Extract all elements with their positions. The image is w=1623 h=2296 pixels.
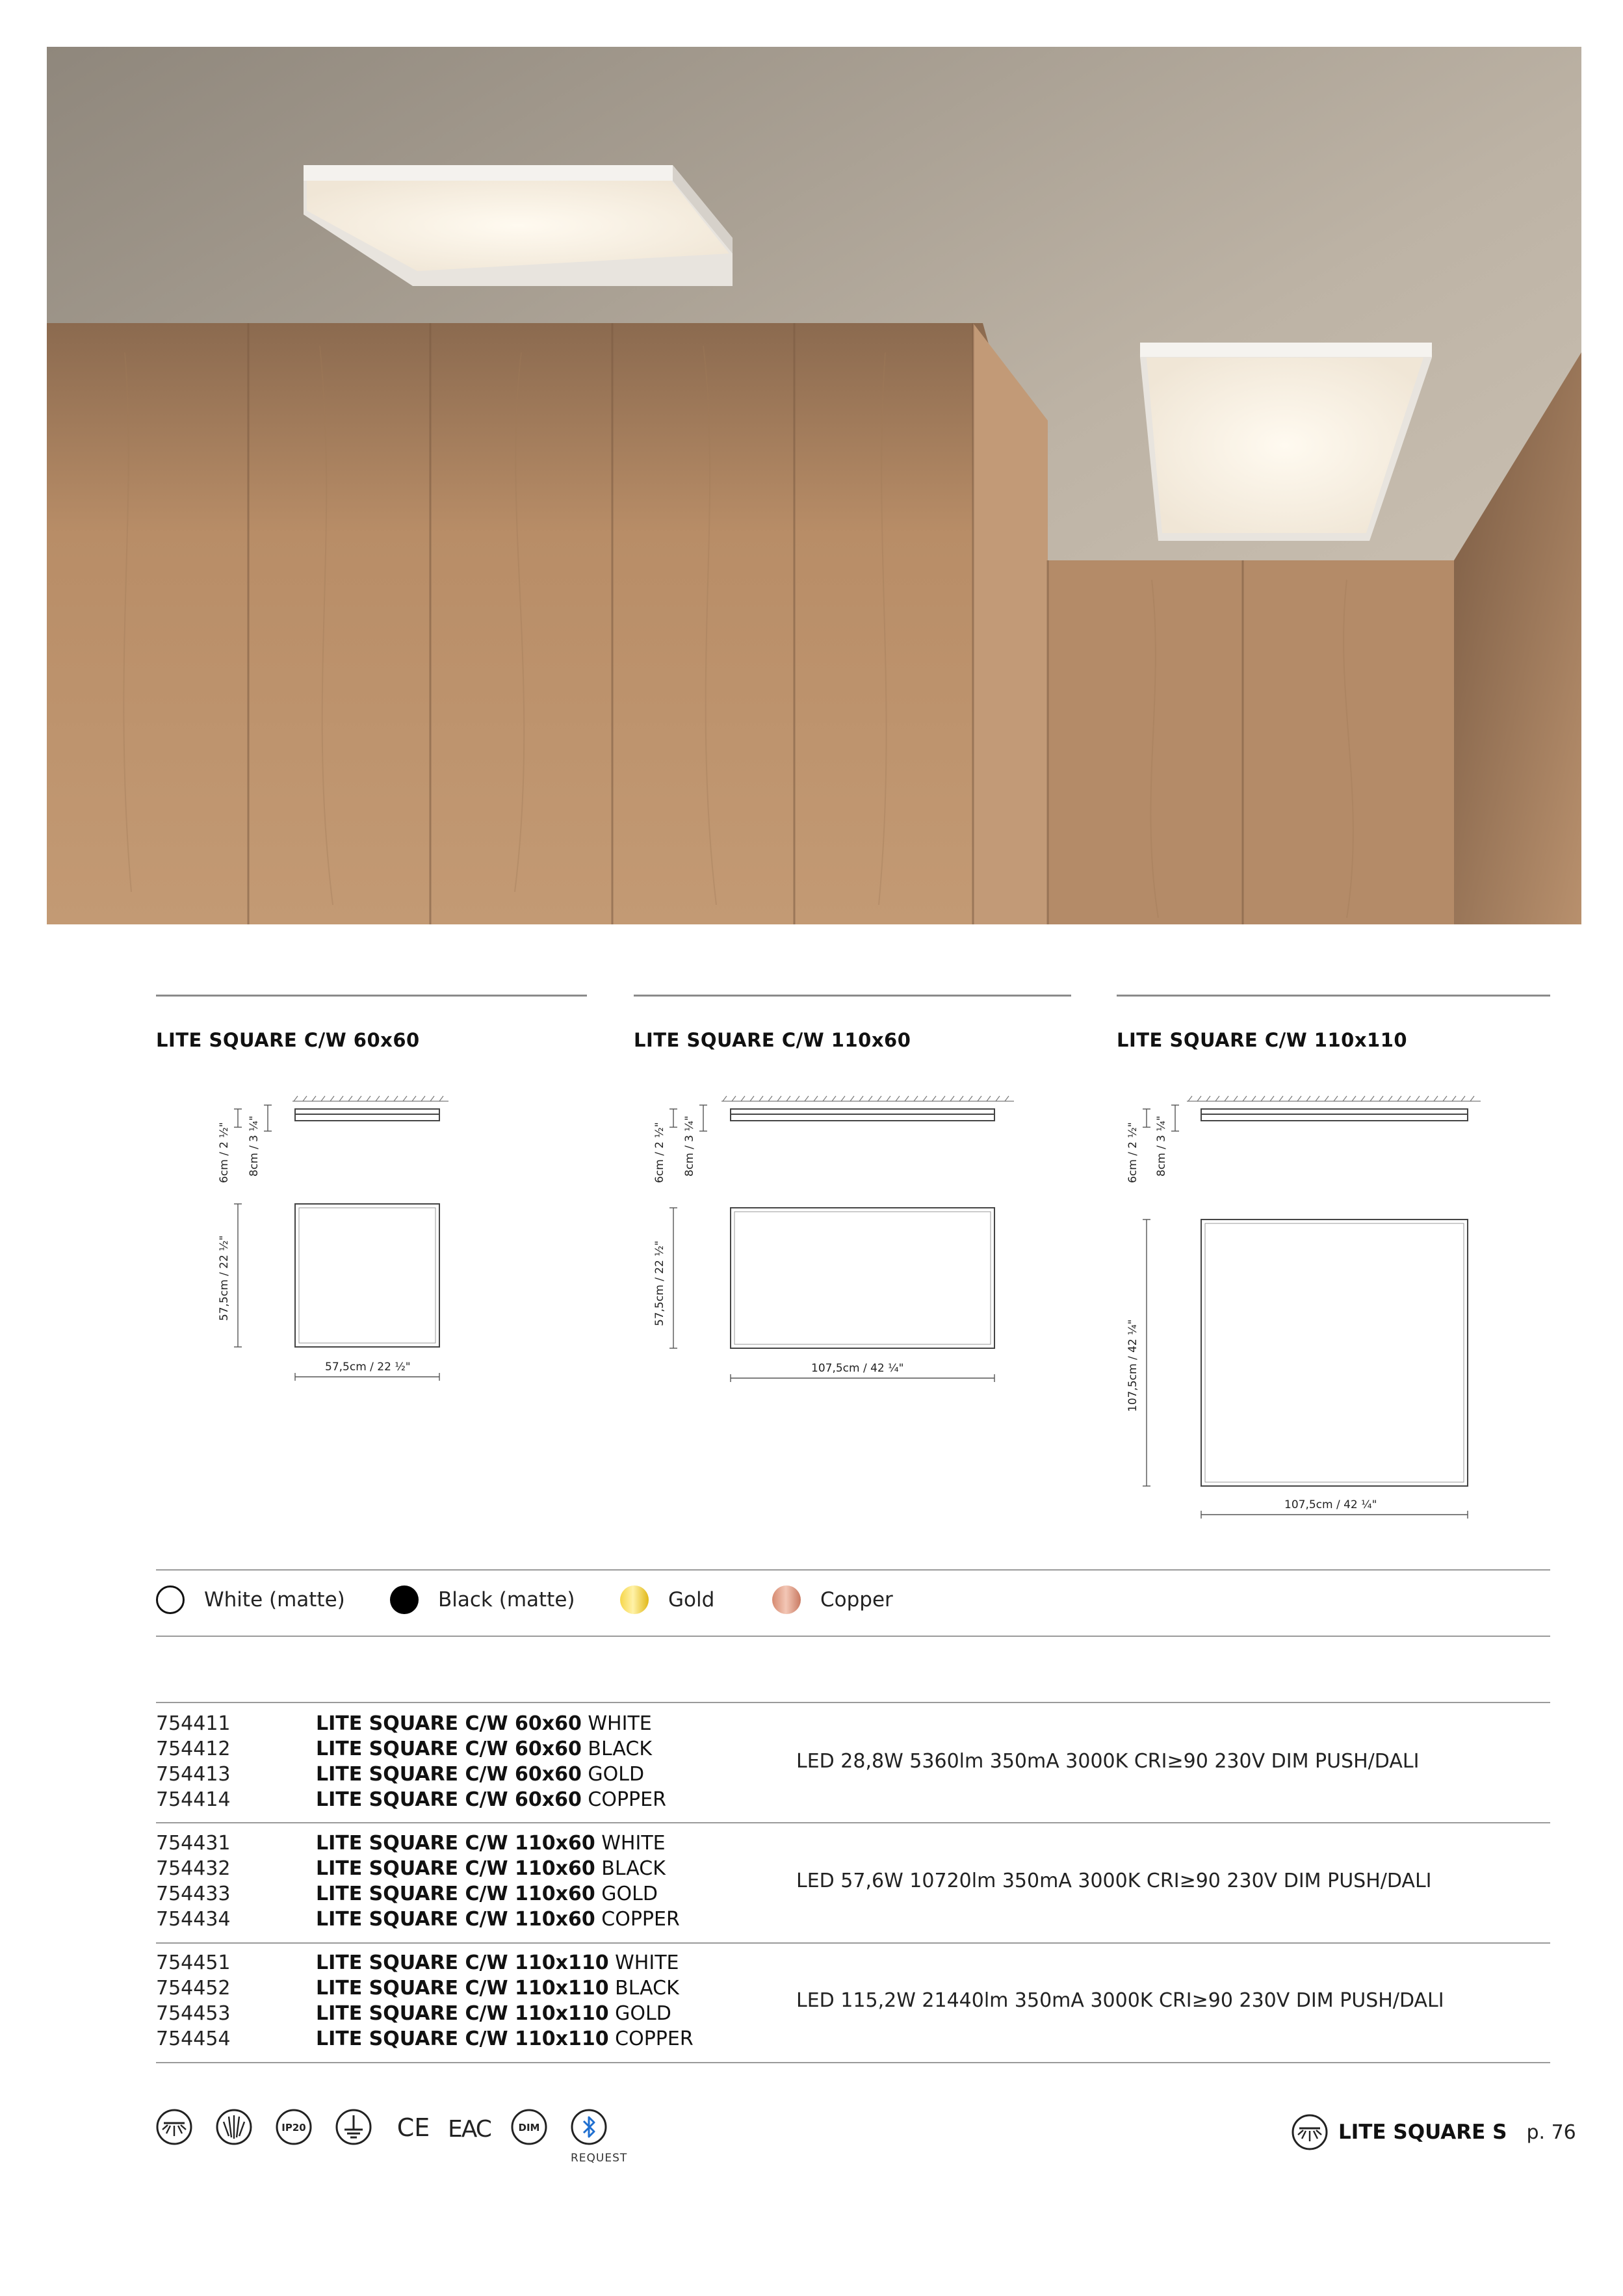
product-code: 754412	[156, 1738, 231, 1760]
product-family-name: LITE SQUARE S	[1338, 2120, 1507, 2144]
section-rule	[634, 995, 1071, 997]
product-finish: BLACK	[588, 1738, 652, 1760]
product-name: LITE SQUARE C/W 60x60	[316, 1788, 582, 1811]
finish-label: White (matte)	[204, 1588, 345, 1611]
variant-title: LITE SQUARE C/W 110x110	[1117, 1029, 1408, 1051]
product-name: LITE SQUARE C/W 110x60	[316, 1832, 595, 1855]
product-spec: LED 28,8W 5360lm 350mA 3000K CRI≥90 230V DIM PUSH/DALI	[796, 1750, 1420, 1773]
hero-photo	[47, 47, 1581, 924]
page-footer-brand	[1290, 2113, 1576, 2152]
table-bottom-rule	[156, 2062, 1550, 2063]
product-finish: GOLD	[601, 1883, 658, 1905]
product-finish: WHITE	[615, 1951, 679, 1974]
dim-bottom: 107,5cm / 42 ¼"	[1284, 1498, 1377, 1511]
page-number: p. 76	[1526, 2120, 1576, 2144]
product-finish: COPPER	[601, 1908, 680, 1931]
eac-mark-icon	[446, 2107, 493, 2146]
ceiling-scene-illustration	[47, 47, 1581, 924]
dim-height-a: 6cm / 2 ½"	[218, 1122, 231, 1183]
dim-side: 57,5cm / 22 ½"	[218, 1235, 231, 1321]
product-finish: GOLD	[588, 1763, 645, 1786]
dim-height-b: 8cm / 3 ¼"	[683, 1115, 696, 1177]
finish-label: Black (matte)	[438, 1588, 575, 1611]
dim-icon	[510, 2107, 549, 2146]
svg-text:IP20: IP20	[281, 2122, 306, 2133]
product-code: 754432	[156, 1857, 231, 1880]
product-group-110x110	[156, 1950, 1550, 2059]
product-name: LITE SQUARE C/W 60x60	[316, 1738, 582, 1760]
table-row-divider	[156, 1942, 1550, 1944]
variant-title: LITE SQUARE C/W 110x60	[634, 1029, 911, 1051]
ceiling-light-icon	[1290, 2113, 1329, 2152]
finishes-top-rule	[156, 1569, 1550, 1571]
black-matte-swatch	[390, 1585, 419, 1614]
drawing-110x110	[1117, 1092, 1494, 1521]
bluetooth-icon	[569, 2107, 608, 2146]
finishes-bottom-rule	[156, 1636, 1550, 1637]
finish-label: Copper	[820, 1588, 893, 1611]
dimmable-light-icon	[214, 2107, 253, 2146]
product-finish: BLACK	[615, 1977, 679, 2000]
product-name: LITE SQUARE C/W 110x60	[316, 1908, 595, 1931]
dim-side: 107,5cm / 42 ¼"	[1126, 1319, 1139, 1412]
product-group-110x60	[156, 1831, 1550, 1940]
class-1-earth-icon	[334, 2107, 373, 2146]
product-code: 754433	[156, 1883, 231, 1905]
product-name: LITE SQUARE C/W 110x110	[316, 1951, 609, 1974]
product-finish: COPPER	[588, 1788, 666, 1811]
product-name: LITE SQUARE C/W 60x60	[316, 1712, 582, 1735]
product-name: LITE SQUARE C/W 60x60	[316, 1763, 582, 1786]
svg-text:DIM: DIM	[518, 2122, 540, 2133]
dim-height-a: 6cm / 2 ½"	[1126, 1122, 1139, 1183]
svg-text:EAC: EAC	[448, 2116, 491, 2143]
product-name: LITE SQUARE C/W 110x110	[316, 2028, 609, 2050]
product-name: LITE SQUARE C/W 110x110	[316, 2002, 609, 2025]
product-finish: BLACK	[601, 1857, 666, 1880]
product-spec: LED 57,6W 10720lm 350mA 3000K CRI≥90 230V DIM PUSH/DALI	[796, 1870, 1432, 1892]
product-finish: WHITE	[588, 1712, 652, 1735]
table-row-divider	[156, 1822, 1550, 1823]
ce-mark-icon	[393, 2107, 434, 2146]
product-code: 754451	[156, 1951, 231, 1974]
product-name: LITE SQUARE C/W 110x60	[316, 1883, 595, 1905]
section-rule	[1117, 995, 1550, 997]
product-finish: COPPER	[615, 2028, 694, 2050]
product-code: 754413	[156, 1763, 231, 1786]
product-code: 754453	[156, 2002, 231, 2025]
product-finish: WHITE	[601, 1832, 666, 1855]
product-code: 754414	[156, 1788, 231, 1811]
drawing-60x60	[208, 1092, 455, 1398]
finish-black	[390, 1584, 575, 1615]
product-group-60x60	[156, 1711, 1550, 1820]
product-code: 754411	[156, 1712, 231, 1735]
product-name: LITE SQUARE C/W 110x110	[316, 1977, 609, 2000]
ip20-icon	[274, 2107, 313, 2146]
dim-bottom: 107,5cm / 42 ¼"	[811, 1362, 904, 1375]
white-matte-swatch	[156, 1585, 185, 1614]
product-name: LITE SQUARE C/W 110x60	[316, 1857, 595, 1880]
dim-height-b: 8cm / 3 ¼"	[1155, 1115, 1168, 1177]
dim-height-b: 8cm / 3 ¼"	[248, 1115, 261, 1177]
product-spec: LED 115,2W 21440lm 350mA 3000K CRI≥90 230V DIM PUSH/DALI	[796, 1989, 1444, 2012]
dim-side: 57,5cm / 22 ½"	[653, 1240, 666, 1326]
finish-copper	[772, 1584, 893, 1615]
finish-white	[156, 1584, 345, 1615]
drawing-110x60	[643, 1092, 1020, 1398]
product-code: 754452	[156, 1977, 231, 2000]
bluetooth-request-note: REQUEST	[571, 2152, 628, 2165]
finish-gold	[620, 1584, 714, 1615]
product-finish: GOLD	[615, 2002, 671, 2025]
section-rule	[156, 995, 587, 997]
dim-height-a: 6cm / 2 ½"	[653, 1122, 666, 1183]
table-top-rule	[156, 1702, 1550, 1703]
variant-title: LITE SQUARE C/W 60x60	[156, 1029, 420, 1051]
product-code: 754454	[156, 2028, 231, 2050]
finish-label: Gold	[668, 1588, 715, 1611]
copper-swatch	[772, 1585, 801, 1614]
product-code: 754431	[156, 1832, 231, 1855]
gold-swatch	[620, 1585, 649, 1614]
product-code: 754434	[156, 1908, 231, 1931]
svg-text:CE: CE	[396, 2113, 430, 2142]
ceiling-light-icon	[155, 2107, 194, 2146]
dim-bottom: 57,5cm / 22 ½"	[325, 1361, 411, 1374]
